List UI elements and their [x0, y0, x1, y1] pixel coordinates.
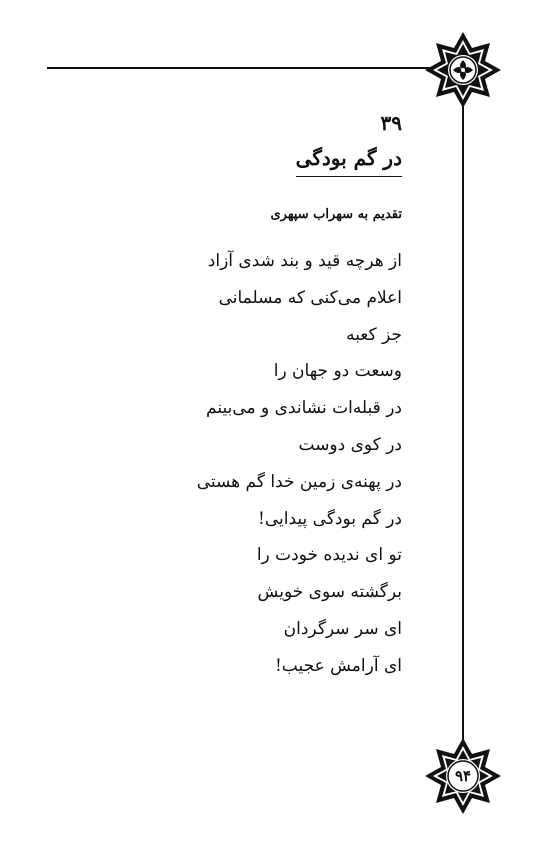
- poem-line: جز کعبه: [346, 324, 402, 345]
- frame-horizontal-rule: [47, 67, 440, 69]
- poem-line: در قبله‌ات نشاندی و می‌بینم: [206, 398, 402, 419]
- poem-title: در گم بودگی: [296, 144, 402, 177]
- poem-line: در گم بودگی پیدایی!: [258, 508, 402, 529]
- frame-vertical-rule: [462, 104, 464, 744]
- poem-line: ای سر سرگردان: [283, 618, 402, 639]
- poem-line: از هرچه قید و بند شدی آزاد: [207, 251, 402, 271]
- poem-line: ای آرامش عجیب!: [274, 655, 402, 676]
- poem-line: برگشته سوی خویش: [257, 582, 402, 603]
- poem-line: تو ای ندیده خودت را: [256, 545, 402, 566]
- poem-line: در کوی دوست: [298, 434, 402, 455]
- poem-line: در پهنه‌ی زمین خدا گم هستی: [196, 471, 402, 492]
- page-number: ۹۴: [454, 767, 472, 785]
- poem-number: ۳۹: [380, 111, 402, 135]
- poem-line: وسعت دو جهان را: [273, 361, 402, 382]
- star-ornament-icon: [423, 30, 503, 110]
- poem-content: [82, 110, 402, 685]
- poem-lines: [82, 243, 402, 685]
- poem-dedication: تقدیم به سهراب سپهری: [270, 207, 402, 222]
- poem-line: اعلام می‌کنی که مسلمانی: [218, 287, 402, 308]
